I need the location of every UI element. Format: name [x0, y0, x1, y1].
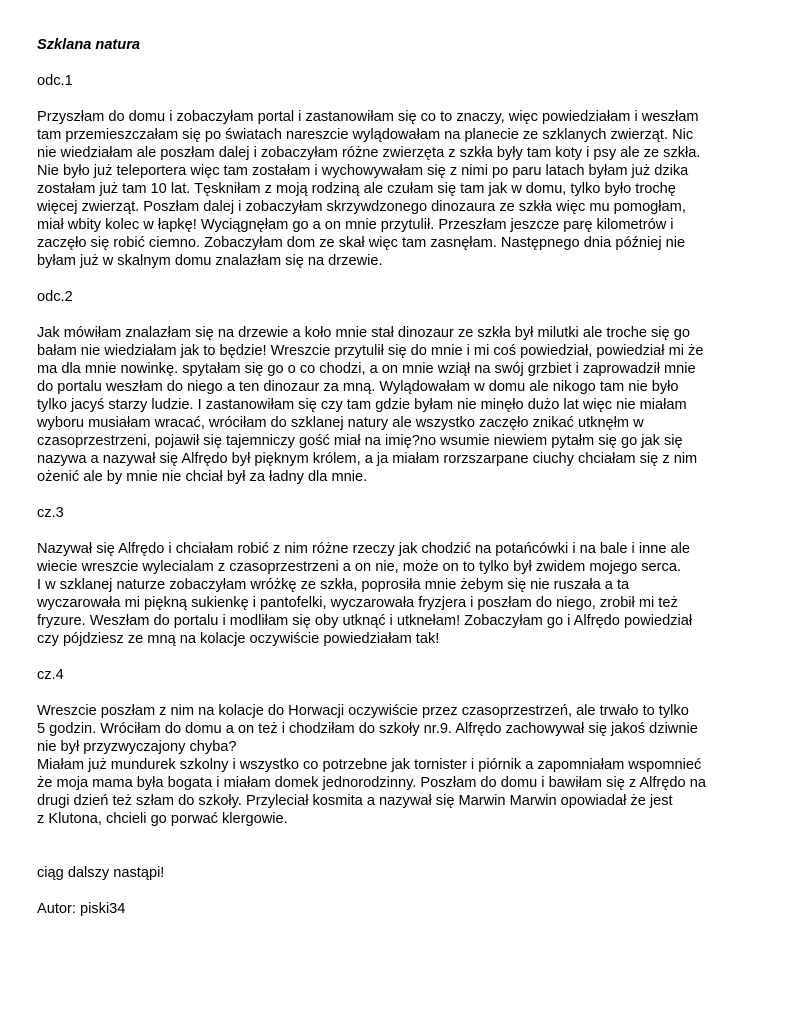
paragraph-line: Nazywał się Alfrędo i chciałam robić z nim różne rzeczy jak chodzić na potańcówki i na bale i inne ale	[37, 541, 690, 557]
paragraph-line: nie był przyzwyczajony chyba?	[37, 739, 237, 755]
paragraph-line: zaczęło się robić ciemno. Zobaczyłam dom ze skał więc tam zasnęłam. Następnego dnia później nie	[37, 235, 686, 251]
paragraph-line: ma dla mnie nowinkę. spytałam się go o co chodzi, a on mnie wziął na swój grzbiet i zaprowadził mnie	[37, 361, 696, 377]
section-heading-2: odc.2	[37, 289, 73, 305]
paragraph-line: fryzure. Weszłam do portalu i modliłam się oby utknąć i utknełam! Zobaczyłam go i Alfrędo powiedział	[37, 613, 693, 629]
section-heading-3: cz.3	[37, 505, 64, 521]
paragraph-line: tylko jacyś starzy ludzie. I zastanowiłam się czy tam gdzie byłam nie minęło dużo lat więc nie miałam	[37, 397, 687, 413]
paragraph-line: wyboru musiałam wracać, wróciłam do szklanej natury ale wszystko zaczęło znikać utknęłm w	[37, 415, 644, 431]
paragraph-line: drugi dzień też szłam do szkoły. Przyleciał kosmita a nazywał się Marwin Marwin opowiadał że jest	[37, 793, 673, 809]
paragraph-line: że moja mama była bogata i miałam domek jednorodzinny. Poszłam do domu i bawiłam się z Alfrędo na	[37, 775, 706, 791]
paragraph-line: czy pójdziesz ze mną na kolacje oczywiście powiedziałam tak!	[37, 631, 440, 647]
closing-line: ciąg dalszy nastąpi!	[37, 865, 165, 881]
paragraph-line: czasoprzestrzeni, pojawił się tajemniczy gość miał na imię?no wsumie niewiem pytałm się go jak się	[37, 433, 683, 449]
section-paragraph-3	[37, 540, 767, 648]
paragraph-line: miał wbity kolec w łapkę! Wyciągnęłam go a on mnie przytulił. Przeszłam jeszcze parę kilometrów i	[37, 217, 674, 233]
document-page	[37, 36, 767, 936]
section-paragraph-1	[37, 108, 767, 270]
paragraph-line: wiecie wreszcie wylecialam z czasoprzestrzeni a on nie, może on to tylko był zwidem mojego serca.	[37, 559, 681, 575]
paragraph-line: wyczarowała mi piękną sukienkę i pantofelki, wyczarowała fryzjera i poszłam do niego, zrobił mi też	[37, 595, 678, 611]
blank-spacer	[37, 846, 767, 864]
paragraph-line: 5 godzin. Wróciłam do domu a on też i chodziłam do szkoły nr.9. Alfrędo zachowywał się jakoś dziwnie	[37, 721, 698, 737]
paragraph-line: tam przemieszczałam się po światach nareszcie wylądowałam na planecie ze szklanych zwierząt. Nic	[37, 127, 694, 143]
paragraph-line: do portalu weszłam do niego a ten dinozaur za mną. Wylądowałam w domu ale nikogo tam nie było	[37, 379, 679, 395]
paragraph-line: byłam już w skalnym domu znalazłam się na drzewie.	[37, 253, 383, 269]
paragraph-line: nazywa a nazywał się Alfrędo był pięknym królem, a ja miałam rorzszarpane ciuchy chciałam się z nim	[37, 451, 698, 467]
paragraph-line: więcej zwierząt. Poszłam dalej i zobaczyłam skrzywdzonego dinozaura ze szkła więc mu pomogłam,	[37, 199, 686, 215]
paragraph-line: ożenić ale by mnie nie chciał był za ładny dla mnie.	[37, 469, 368, 485]
paragraph-line: Przyszłam do domu i zobaczyłam portal i zastanowiłam się co to znaczy, więc powiedziałam i weszłam	[37, 109, 699, 125]
section-heading-4: cz.4	[37, 667, 64, 683]
author-line: Autor: piski34	[37, 901, 126, 917]
paragraph-line: I w szklanej naturze zobaczyłam wróżkę ze szkła, poprosiła mnie żebym się nie ruszała a ta	[37, 577, 630, 593]
paragraph-line: Miałam już mundurek szkolny i wszystko co potrzebne jak tornister i piórnik a zapomniałam wspomnieć	[37, 757, 702, 773]
paragraph-line: Jak mówiłam znalazłam się na drzewie a koło mnie stał dinozaur ze szkła był milutki ale troche się go	[37, 325, 690, 341]
paragraph-line: bałam nie wiedziałam jak to będzie! Wreszcie przytulił się do mnie i mi coś powiedział, powiedział mi że	[37, 343, 704, 359]
paragraph-line: Nie było już teleportera więc tam zostałam i wychowywałam się z nimi po paru latach byłam już dzika	[37, 163, 689, 179]
document-title: Szklana natura	[37, 37, 141, 53]
section-paragraph-2	[37, 324, 767, 486]
paragraph-line: nie wiedziałam ale poszłam dalej i zobaczyłam różne zwierzęta z szkła były tam koty i psy ale ze szkła.	[37, 145, 701, 161]
paragraph-line: zostałam już tam 10 lat. Tęskniłam z moją rodziną ale czułam się tam jak w domu, tylko było trochę	[37, 181, 676, 197]
section-paragraph-4	[37, 702, 767, 828]
section-heading-1: odc.1	[37, 73, 73, 89]
paragraph-line: z Klutona, chcieli go porwać klergowie.	[37, 811, 288, 827]
paragraph-line: Wreszcie poszłam z nim na kolacje do Horwacji oczywiście przez czasoprzestrzeń, ale trwało to tylko	[37, 703, 689, 719]
